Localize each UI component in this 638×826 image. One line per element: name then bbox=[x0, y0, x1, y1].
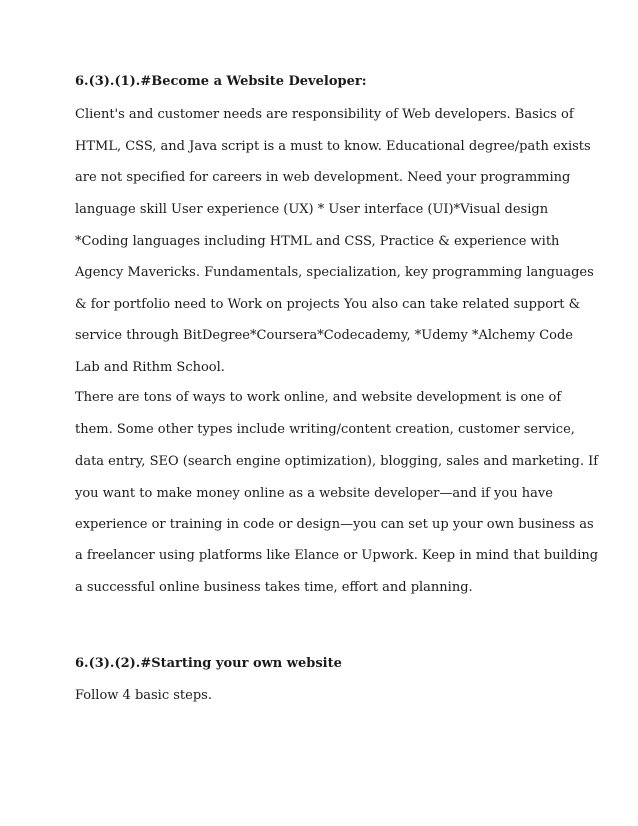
paragraph-line: *Coding languages including HTML and CSS, Practice & experience with bbox=[75, 234, 560, 249]
paragraph-line: are not specified for careers in web development. Need your programming bbox=[75, 170, 571, 185]
paragraph-line: a successful online business takes time, effort and planning. bbox=[75, 580, 473, 595]
paragraph-line: Agency Mavericks. Fundamentals, specialization, key programming languages bbox=[75, 265, 594, 280]
section-heading: 6.(3).(2).#Starting your own website bbox=[75, 656, 342, 671]
section-heading: 6.(3).(1).#Become a Website Developer: bbox=[75, 74, 367, 89]
paragraph-line: them. Some other types include writing/content creation, customer service, bbox=[75, 422, 575, 437]
paragraph-line: Client's and customer needs are responsibility of Web developers. Basics of bbox=[75, 107, 574, 122]
paragraph-line: you want to make money online as a website developer—and if you have bbox=[75, 486, 553, 501]
paragraph-line: experience or training in code or design—you can set up your own business as bbox=[75, 517, 594, 532]
paragraph-line: a freelancer using platforms like Elance or Upwork. Keep in mind that building bbox=[75, 548, 599, 563]
paragraph-line: Lab and Rithm School. bbox=[75, 360, 225, 375]
paragraph-line: language skill User experience (UX) * User interface (UI)*Visual design bbox=[75, 202, 549, 217]
paragraph-line: There are tons of ways to work online, and website development is one of bbox=[75, 390, 562, 405]
paragraph-line: service through BitDegree*Coursera*Codecademy, *Udemy *Alchemy Code bbox=[75, 328, 573, 343]
paragraph-line: HTML, CSS, and Java script is a must to know. Educational degree/path exists bbox=[75, 139, 591, 154]
paragraph-line: & for portfolio need to Work on projects You also can take related support & bbox=[75, 297, 581, 312]
paragraph-line: data entry, SEO (search engine optimization), blogging, sales and marketing. If bbox=[75, 454, 599, 469]
paragraph-line: Follow 4 basic steps. bbox=[75, 688, 212, 703]
